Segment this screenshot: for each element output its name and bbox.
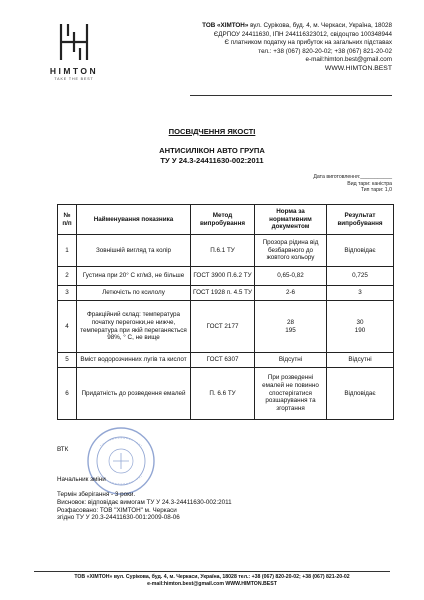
footer-address: ТОВ «ХІМТОН» вул. Сурікова, буд. 4, м. Черкаси, Україна, 18028 тел.: +38 (067) 820-20-02; +38 (067) 821-20-02 [74,574,350,580]
table-row [58,286,394,301]
company-phones: тел.: +38 (067) 820-20-02; +38 (067) 821-20-02 [258,47,392,55]
cell-norm: 2-6 [255,286,327,301]
company-name-line [102,22,392,31]
company-name: ТОВ «ХІМТОН» [202,22,249,29]
cell-num: 6 [58,368,77,420]
cell-indicator: Густина при 20° С кг/м3, не більше [77,267,191,286]
cell-method: П.6.1 ТУ [191,235,255,267]
company-tax: Є платником податку на прибуток на загальних підставах [224,39,392,47]
col-header-num: № п/п [58,205,77,235]
header-divider [190,95,392,96]
table-row [58,301,394,353]
cell-method: ГОСТ 6307 [191,353,255,368]
brand-tagline: TAKE THE BEST [54,77,94,81]
cell-method: ГОСТ 2177 [191,301,255,353]
cell-indicator: Вміст водорозчинних лугів та кислот [77,353,191,368]
company-codes: ЄДРПОУ 24411630, ІПН 244116323012, свідоцтво 100348944 [213,30,392,38]
footer-divider [34,571,390,572]
col-header-norm: Норма за нормативним документом [255,205,327,235]
table-row [58,235,394,267]
cell-num: 5 [58,353,77,368]
cell-result: 0,725 [327,267,394,286]
manufacture-date: Дата виготовлення:___________ [313,174,392,180]
brand-word: HIMTON [49,66,99,76]
cell-num: 4 [58,301,77,353]
cell-indicator: Летючість по ксилолу [77,286,191,301]
packed-by: Розфасовано: ТОВ "ХІМТОН" м. Черкаси [57,506,177,514]
table-row [58,267,394,286]
package-meta [313,174,392,194]
cell-result: Відповідає [327,368,394,420]
quality-table [57,204,394,420]
table-header-row [58,205,394,235]
company-web: WWW.HIMTON.BEST [324,64,392,72]
cell-indicator: Придатність до розведення емалей [77,368,191,420]
package-kind: Тип тари: 1,0 [360,187,392,194]
conclusion: Висновок: відповідає вимогам ТУ У 24.3-24411630-002:2011 [57,498,232,506]
packed-according: згідно ТУ У 20.3-24411630-001:2009-08-06 [57,514,180,522]
company-email: e-mail:himton.best@gmail.com [305,56,392,64]
signatures-block [57,446,357,522]
cell-norm: При розведенні емалей не повинно спостерігатися розшарування та згортання [255,368,327,420]
cell-num: 1 [58,235,77,267]
package-type: Вид тари: каністра [347,180,392,187]
cell-num: 2 [58,267,77,286]
btk-label: ВТК [57,446,69,453]
cell-method: П. 6.6 ТУ [191,368,255,420]
cell-num: 3 [58,286,77,301]
title-block [0,127,424,166]
company-address: вул. Сурікова, буд. 4, м. Черкаси, Україна, 18028 [248,22,392,29]
shift-head-label: Начальник зміни [57,476,106,483]
cell-norm: 28 195 [255,301,327,353]
col-header-indicator: Найменування показника [77,205,191,235]
cell-indicator: Зовнішній вигляд та колір [77,235,191,267]
footer [0,574,424,588]
document-title: ПОСВІДЧЕННЯ ЯКОСТІ [168,127,256,136]
company-logo [38,22,110,81]
cell-indicator: Фракційний склад: температура початку перегонки,не нижче, температура при якій переганяється 98%, ° С, не вище [77,301,191,353]
cell-result: Відсутні [327,353,394,368]
footer-contacts: e-mail:himton.best@gmail.com WWW.HIMTON.BEST [147,581,277,587]
product-spec: ТУ У 24.3-24411630-002:2011 [160,156,264,165]
table-row [58,368,394,420]
col-header-result: Результат випробування [327,205,394,235]
col-header-method: Метод випробування [191,205,255,235]
himton-logo-icon [57,22,91,62]
letterhead [0,0,424,100]
table-row [58,353,394,368]
terms-block [57,491,357,522]
cell-method: ГОСТ 3900 П.6.2 ТУ [191,267,255,286]
cell-norm: Прозора рідина від безбарвного до жовтого кольору [255,235,327,267]
product-name: АНТИСИЛІКОН АВТО ГРУПА [159,146,265,155]
cell-norm: Відсутні [255,353,327,368]
company-details [102,22,392,74]
cell-method: ГОСТ 1928 п. 4.5 ТУ [191,286,255,301]
cell-result: Відповідає [327,235,394,267]
cell-result: 30 190 [327,301,394,353]
cell-result: 3 [327,286,394,301]
cell-norm: 0,65-0,82 [255,267,327,286]
storage-term: Термін зберігання - 3 роки. [57,491,136,498]
